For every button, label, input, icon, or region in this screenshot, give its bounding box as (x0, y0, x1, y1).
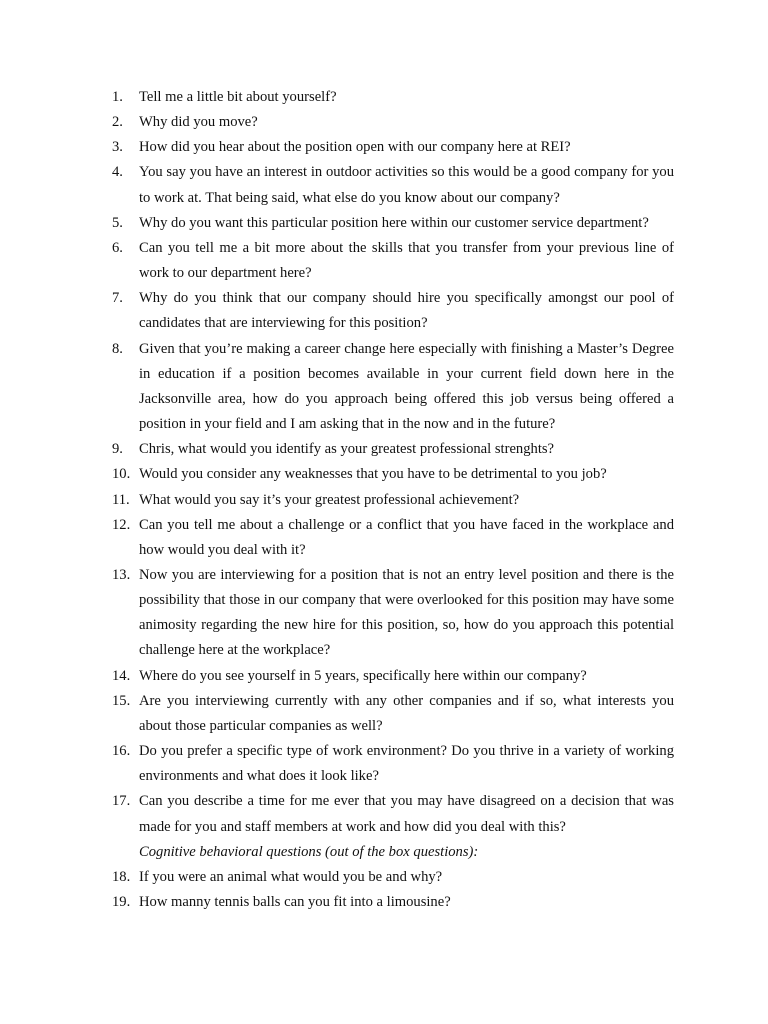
question-item (112, 236, 674, 286)
question-item (112, 513, 674, 563)
question-number: 7. (112, 290, 123, 307)
question-text: Chris, what would you identify as your greatest professional strenghts? (139, 441, 555, 458)
question-text: How manny tennis balls can you fit into a limousine? (139, 894, 451, 910)
question-text: Do you prefer a specific type of work environment? Do you thrive in a variety of working environments and what does it look like? (139, 743, 674, 785)
question-text: Can you describe a time for me ever that you may have disagreed on a decision that was made for you and staff members at work and how did you deal with this? (139, 793, 674, 835)
question-item (112, 664, 674, 689)
question-number: 1. (112, 89, 123, 105)
question-text: Where do you see yourself in 5 years, specifically here within our company? (139, 667, 587, 684)
question-item (112, 110, 674, 135)
question-text: How did you hear about the position open with our company here at REI? (139, 139, 571, 156)
question-number: 9. (112, 441, 123, 458)
question-text: You say you have an interest in outdoor activities so this would be a good company for you to work at. That being said, what else do you know about our company? (139, 164, 674, 206)
question-item (112, 488, 674, 513)
question-item (112, 85, 674, 110)
question-text: Why did you move? (139, 114, 258, 131)
question-number: 15. (112, 692, 131, 709)
question-number: 2. (112, 114, 123, 131)
question-text: If you were an animal what would you be and why? (139, 868, 443, 885)
question-item (112, 865, 674, 890)
question-item (112, 739, 674, 789)
question-item (112, 789, 674, 839)
question-number: 18. (112, 868, 131, 885)
question-text: Can you tell me about a challenge or a conflict that you have faced in the workplace and how would you deal with it? (139, 516, 674, 558)
question-number: 11. (112, 491, 130, 508)
question-number: 6. (112, 239, 123, 256)
question-number: 17. (112, 793, 131, 810)
question-text: Why do you want this particular position here within our customer service department? (139, 214, 649, 231)
question-number: 3. (112, 139, 123, 156)
question-number: 5. (112, 214, 123, 231)
question-item (112, 563, 674, 664)
question-number: 12. (112, 516, 131, 533)
question-text: Are you interviewing currently with any other companies and if so, what interests you about those particular companies as well? (139, 692, 674, 734)
question-text: What would you say it’s your greatest professional achievement? (139, 491, 520, 508)
question-text: Would you consider any weaknesses that you have to be detrimental to you job? (139, 466, 607, 483)
question-item (112, 286, 674, 336)
question-text: Now you are interviewing for a position that is not an entry level position and there is the possibility that those in our company that were overlooked for this position may have some animosity regarding the new hire for this position, so, how do you approach this potential challenge here at the workplace? (139, 566, 674, 659)
question-item (112, 890, 674, 915)
question-item (112, 689, 674, 739)
question-item (112, 462, 674, 487)
question-item (112, 211, 674, 236)
section-subheading: Cognitive behavioral questions (out of the box questions): (139, 843, 479, 860)
question-number: 8. (112, 340, 123, 357)
question-number: 16. (112, 743, 131, 760)
question-number: 14. (112, 667, 131, 684)
question-item (112, 437, 674, 462)
question-number: 4. (112, 164, 123, 181)
question-number: 13. (112, 566, 131, 583)
question-item (112, 135, 674, 160)
question-item (112, 337, 674, 438)
question-number: 19. (112, 894, 131, 910)
question-text: Why do you think that our company should hire you specifically amongst our pool of candidates that are interviewing for this position? (139, 290, 674, 332)
question-text: Can you tell me a bit more about the skills that you transfer from your previous line of work to our department here? (139, 239, 674, 282)
question-text: Given that you’re making a career change here especially with finishing a Master’s Degree in education if a position becomes available in your current field down here in the Jacksonville area, how do you approach being offered this job versus being offered a position in your field and I am asking that in the now and in the future? (139, 340, 674, 433)
question-number: 10. (112, 466, 131, 483)
question-text: Tell me a little bit about yourself? (139, 89, 337, 105)
question-item (112, 160, 674, 210)
question-list (112, 85, 674, 915)
